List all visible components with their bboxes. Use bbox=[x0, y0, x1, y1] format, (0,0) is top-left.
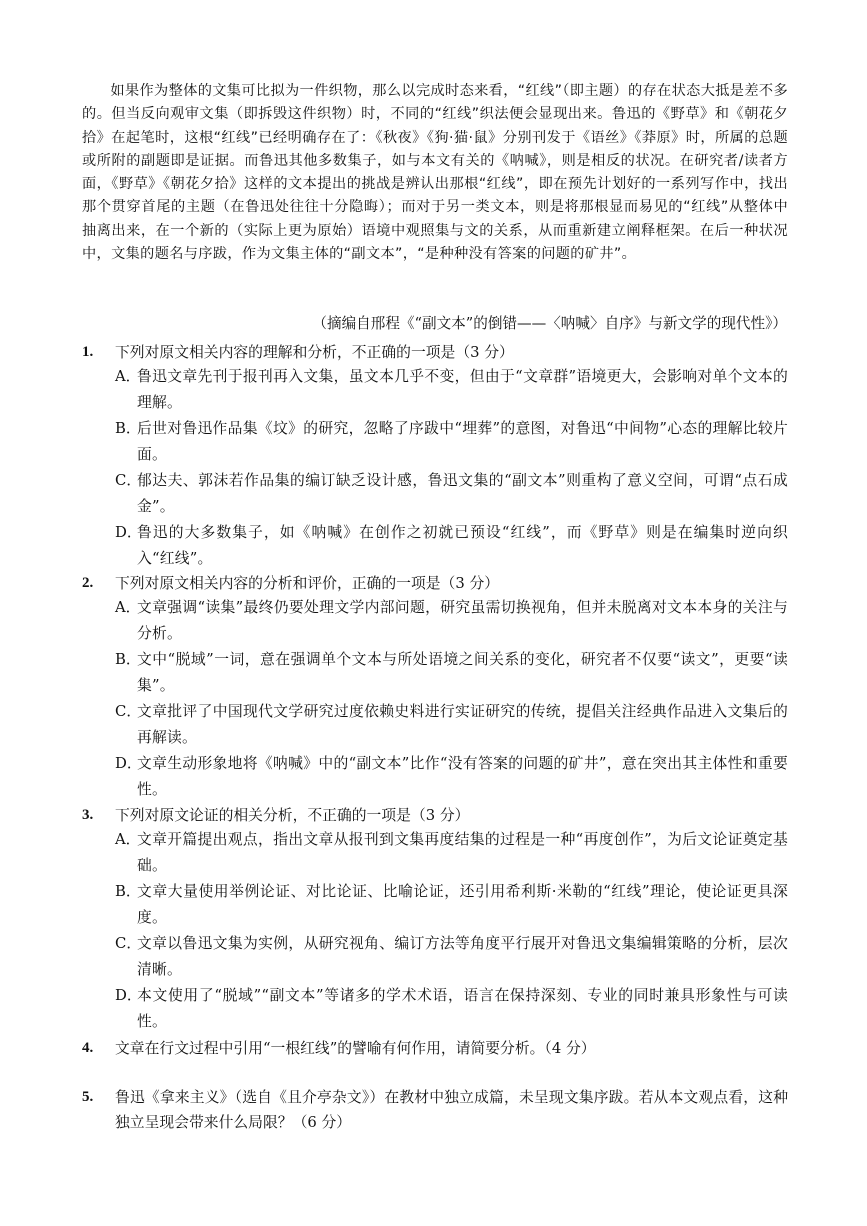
option-c bbox=[115, 699, 788, 751]
option-a bbox=[115, 595, 788, 647]
option-letter: D． bbox=[115, 987, 142, 1004]
question-number: 2. bbox=[82, 575, 94, 591]
option-a bbox=[115, 827, 788, 879]
option-text: 文章强调“读集”最终仍要处理文学内部问题，研究虽需切换视角，但并未脱离对文本本身的关注与分析。 bbox=[137, 599, 788, 642]
option-d bbox=[115, 751, 788, 803]
option-d bbox=[115, 520, 788, 572]
option-text: 本文使用了“脱域”“副文本”等诸多的学术术语，语言在保持深刻、专业的同时兼具形象性与可读性。 bbox=[137, 987, 788, 1030]
question-stem bbox=[82, 341, 788, 364]
option-text: 文章开篇提出观点，指出文章从报刊到文集再度结集的过程是一种“再度创作”，为后文论证奠定基础。 bbox=[137, 831, 788, 874]
question-stem bbox=[82, 1037, 788, 1060]
question-stem bbox=[82, 572, 788, 595]
option-c bbox=[115, 468, 788, 520]
option-a bbox=[115, 364, 788, 416]
option-b bbox=[115, 416, 788, 468]
question-5 bbox=[82, 1085, 788, 1135]
question-number: 1. bbox=[82, 344, 94, 360]
question-text: 下列对原文论证的相关分析，不正确的一项是（3 分） bbox=[115, 807, 470, 824]
option-letter: A． bbox=[115, 599, 141, 616]
option-text: 鲁迅文章先刊于报刊再入文集，虽文本几乎不变，但由于“文章群”语境更大，会影响对单个文本的理解。 bbox=[137, 368, 788, 411]
option-letter: D． bbox=[115, 755, 142, 772]
option-letter: B． bbox=[115, 883, 141, 900]
question-1 bbox=[82, 341, 788, 572]
option-text: 文章生动形象地将《呐喊》中的“副文本”比作“没有答案的问题的矿井”，意在突出其主体性和重要性。 bbox=[137, 755, 788, 798]
option-letter: B． bbox=[115, 420, 141, 437]
question-number: 3. bbox=[82, 807, 94, 823]
question-text: 下列对原文相关内容的分析和评价，正确的一项是（3 分） bbox=[115, 575, 500, 592]
passage-source: （摘编自邢程《“副文本”的倒错——〈呐喊〉自序》与新文学的现代性》） bbox=[312, 315, 787, 332]
option-text: 郁达夫、郭沫若作品集的编订缺乏设计感，鲁迅文集的“副文本”则重构了意义空间，可谓“点石成金”。 bbox=[137, 472, 788, 515]
option-b bbox=[115, 647, 788, 699]
option-letter: C． bbox=[115, 472, 142, 489]
question-text: 文章在行文过程中引用“一根红线”的譬喻有何作用，请简要分析。（4 分） bbox=[115, 1040, 596, 1057]
option-b bbox=[115, 879, 788, 931]
option-d bbox=[115, 983, 788, 1035]
question-stem bbox=[82, 1085, 788, 1135]
question-4 bbox=[82, 1037, 788, 1060]
question-number: 5. bbox=[82, 1089, 94, 1105]
question-3 bbox=[82, 804, 788, 1035]
question-2 bbox=[82, 572, 788, 803]
reading-passage: 如果作为整体的文集可比拟为一件织物，那么以完成时态来看，“红线”（即主题）的存在状态大抵是差不多的。但当反向观审文集（即拆毁这件织物）时，不同的“红线”织法便会显现出来。鲁迅的《野草》和《朝花夕拾》在起笔时，这根“红线”已经明确存在了：《秋夜》《狗·猫·鼠》分别刊发于《语丝》《莽原》时，所属的总题或所附的副题即是证据。而鲁迅其他多数集子，如与本文有关的《呐喊》，则是相反的状况。在研究者/读者方面，《野草》《朝花夕拾》这样的文本提出的挑战是辨认出那根“红线”，即在预先计划好的一系列写作中，找出那个贯穿首尾的主题（在鲁迅处往往十分隐晦）；而对于另一类文本，则是将那根显而易见的“红线”从整体中抽离出来，在一个新的（实际上更为原始）语境中观照集与文的关系，从而重新建立阐释框架。在后一种状况中，文集的题名与序跋，作为文集主体的“副文本”，“是种种没有答案的问题的矿井”。 bbox=[82, 83, 788, 263]
question-text: 鲁迅《拿来主义》（选自《且介亭杂文》）在教材中独立成篇，未呈现文集序跋。若从本文观点看，这种独立呈现会带来什么局限？（6 分） bbox=[115, 1089, 788, 1131]
option-letter: A． bbox=[115, 831, 141, 848]
option-text: 文中“脱域”一词，意在强调单个文本与所处语境之间关系的变化，研究者不仅要“读文”，更要“读集”。 bbox=[137, 651, 788, 694]
option-letter: C． bbox=[115, 935, 142, 952]
question-text: 下列对原文相关内容的理解和分析，不正确的一项是（3 分） bbox=[115, 344, 514, 361]
question-number: 4. bbox=[82, 1040, 94, 1056]
option-text: 鲁迅的大多数集子，如《呐喊》在创作之初就已预设“红线”，而《野草》则是在编集时逆向织入“红线”。 bbox=[137, 524, 788, 567]
option-text: 文章批评了中国现代文学研究过度依赖史料进行实证研究的传统，提倡关注经典作品进入文集后的再解读。 bbox=[137, 703, 788, 746]
option-text: 文章大量使用举例论证、对比论证、比喻论证，还引用希利斯·米勒的“红线”理论，使论证更具深度。 bbox=[137, 883, 788, 926]
option-text: 后世对鲁迅作品集《坟》的研究，忽略了序跋中“埋葬”的意图，对鲁迅“中间物”心态的理解比较片面。 bbox=[137, 420, 788, 463]
option-letter: D． bbox=[115, 524, 142, 541]
option-letter: B． bbox=[115, 651, 141, 668]
question-stem bbox=[82, 804, 788, 827]
option-text: 文章以鲁迅文集为实例，从研究视角、编订方法等角度平行展开对鲁迅文集编辑策略的分析，层次清晰。 bbox=[137, 935, 788, 978]
option-c bbox=[115, 931, 788, 983]
option-letter: A． bbox=[115, 368, 141, 385]
option-letter: C． bbox=[115, 703, 142, 720]
